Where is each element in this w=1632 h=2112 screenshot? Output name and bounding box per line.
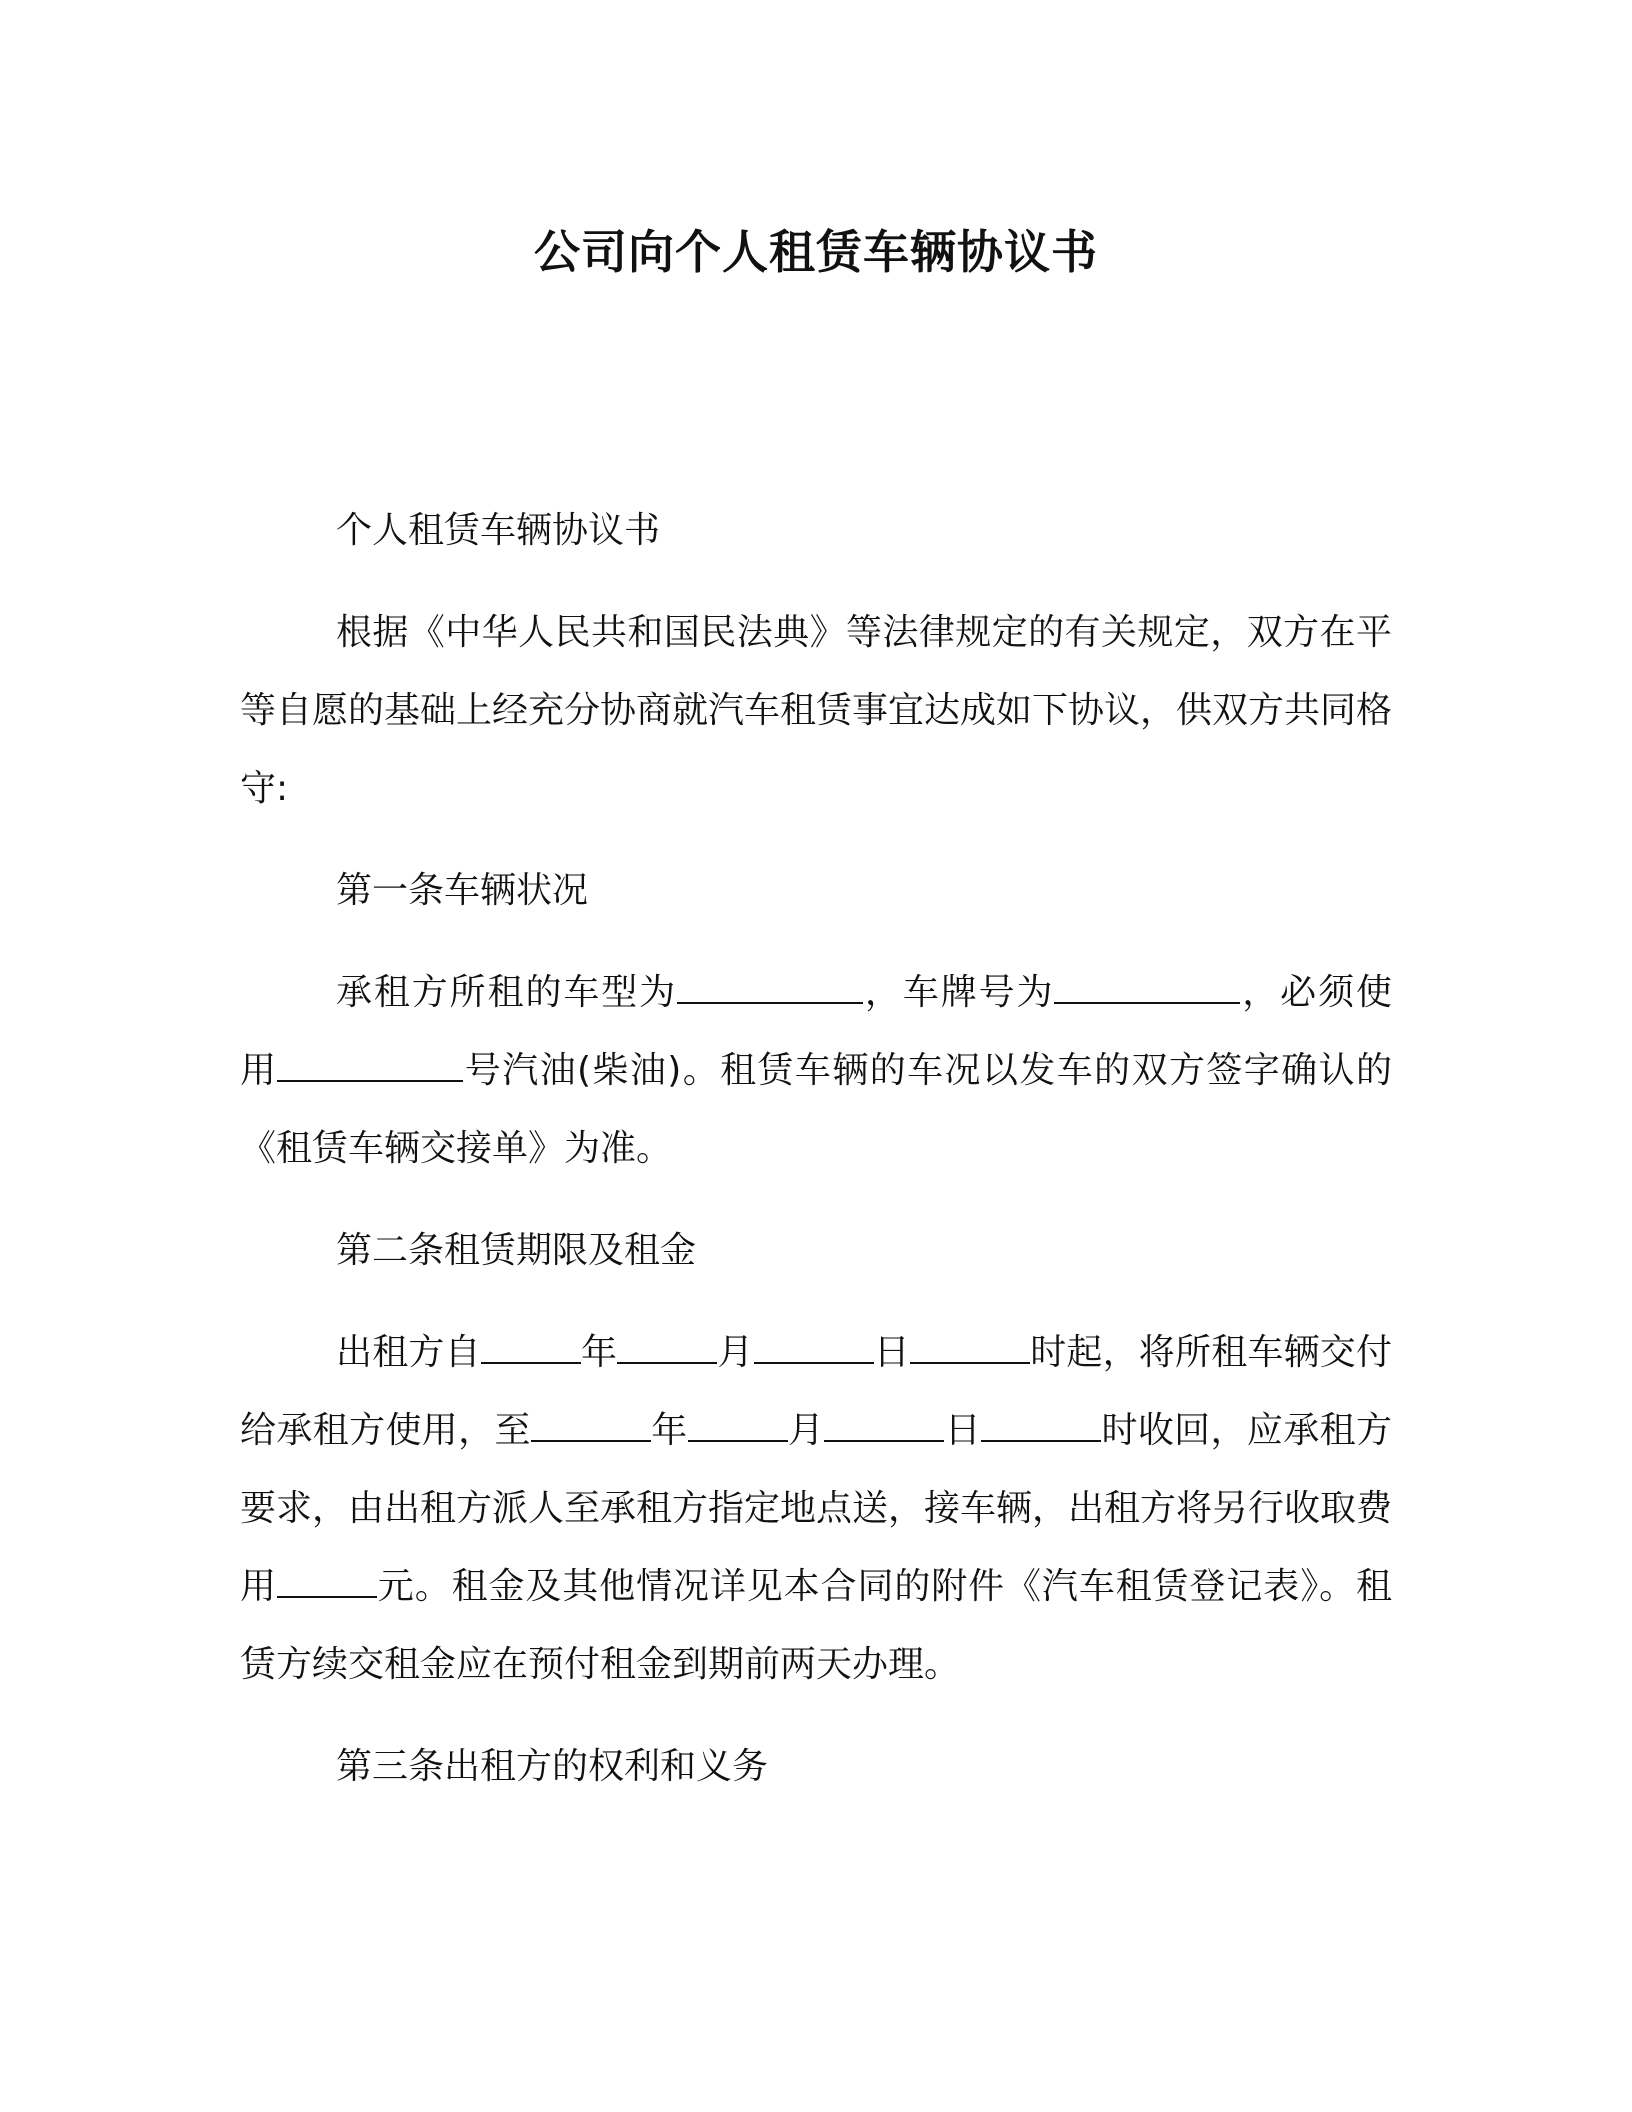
article1-text-1: 承租方所租的车型为 bbox=[336, 972, 678, 1013]
article2-text-5: 时起，将所租车辆交付给承租方使用，至 bbox=[240, 1332, 1392, 1451]
document-subtitle: 个人租赁车辆协议书 bbox=[336, 510, 661, 551]
end-hour-blank[interactable] bbox=[981, 1410, 1101, 1442]
article2-text-8: 日 bbox=[944, 1410, 982, 1451]
start-month-blank[interactable] bbox=[617, 1332, 717, 1364]
article3-heading: 第三条出租方的权利和义务 bbox=[336, 1746, 769, 1787]
plate-number-blank[interactable] bbox=[1054, 972, 1240, 1004]
article1-heading: 第一条车辆状况 bbox=[336, 870, 589, 911]
vehicle-model-blank[interactable] bbox=[677, 972, 863, 1004]
document-title: 公司向个人租赁车辆协议书 bbox=[534, 225, 1098, 279]
article1-text-3: ，必须使用 bbox=[240, 972, 1392, 1091]
article2-text-10: 元。租金及其他情况详见本合同的附件《汽车租赁登记表》。租赁方续交租金应在预付租金到期前两天办理。 bbox=[240, 1566, 1392, 1685]
spacer bbox=[240, 1188, 1392, 1212]
end-month-blank[interactable] bbox=[688, 1410, 788, 1442]
article1-paragraph bbox=[240, 954, 1392, 1188]
delivery-fee-blank[interactable] bbox=[277, 1566, 377, 1598]
document-body bbox=[240, 492, 1392, 1806]
start-hour-blank[interactable] bbox=[910, 1332, 1030, 1364]
start-year-blank[interactable] bbox=[481, 1332, 581, 1364]
article2-text-1: 出租方自 bbox=[336, 1332, 481, 1373]
end-day-blank[interactable] bbox=[824, 1410, 944, 1442]
article2-heading: 第二条租赁期限及租金 bbox=[336, 1230, 697, 1271]
article2-text-7: 月 bbox=[787, 1410, 825, 1451]
spacer bbox=[240, 930, 1392, 954]
spacer bbox=[240, 1290, 1392, 1314]
article2-text-3: 月 bbox=[717, 1332, 754, 1373]
end-year-blank[interactable] bbox=[531, 1410, 651, 1442]
article2-text-9: 时收回，应承租方要求，由出租方派人至承租方指定地点送，接车辆，出租方将另行收取费用 bbox=[240, 1410, 1393, 1607]
fuel-grade-blank[interactable] bbox=[277, 1050, 463, 1082]
spacer bbox=[240, 570, 1392, 594]
article1-text-4: 号汽油(柴油)。租赁车辆的车况以发车的双方签字确认的《租赁车辆交接单》为准。 bbox=[240, 1050, 1392, 1169]
article2-paragraph bbox=[240, 1314, 1392, 1704]
spacer bbox=[240, 828, 1392, 852]
intro-paragraph: 根据《中华人民共和国民法典》等法律规定的有关规定，双方在平等自愿的基础上经充分协商就汽车租赁事宜达成如下协议，供双方共同格守: bbox=[240, 612, 1393, 809]
article2-text-6: 年 bbox=[650, 1410, 688, 1451]
spacer bbox=[240, 1704, 1392, 1728]
article2-text-2: 年 bbox=[580, 1332, 618, 1373]
article2-text-4: 日 bbox=[873, 1332, 911, 1373]
article1-text-2: ，车牌号为 bbox=[863, 972, 1055, 1013]
start-day-blank[interactable] bbox=[754, 1332, 874, 1364]
